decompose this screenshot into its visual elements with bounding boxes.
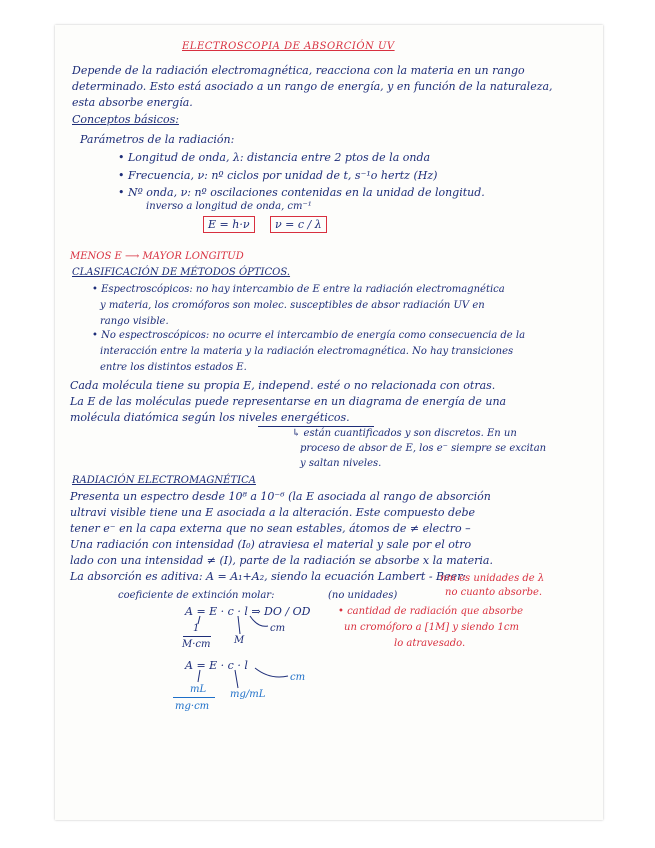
molecula-line-2: La E de las moléculas puede representarse en un diagrama de energía de una <box>70 395 507 408</box>
espectroscopicos-line-1: • Espectroscópicos: no hay intercambio de E entre la radiación electromagnética <box>92 284 505 295</box>
menos-energia-note: MENOS E ⟶ MAYOR LONGITUD <box>70 251 244 262</box>
conceptos-heading: Conceptos básicos: <box>72 113 179 126</box>
espectroscopicos-line-3: rango visible. <box>100 316 169 327</box>
radiacion-line-2: ultravi visible tiene una E asociada a la alteración. Este compuesto debe <box>70 506 476 519</box>
espectroscopicos-line-2: y materia, los cromóforos son molec. susceptibles de absor radiación UV en <box>100 300 485 311</box>
eq1-unit-concentration: M <box>234 635 245 646</box>
coeficiente-label: coeficiente de extinción molar: <box>118 590 275 601</box>
bullet-numero-onda-cont: inverso a longitud de onda, cm⁻¹ <box>146 201 312 212</box>
niveles-note-line-2: proceso de absor de E, los e⁻ siempre se excitan <box>300 443 547 454</box>
eq2-arrow-l <box>255 668 288 677</box>
eq2-unit-numerator: mL <box>190 684 207 695</box>
equation-lambert-beer: A = E · c · l ⇒ DO / OD <box>185 605 311 618</box>
intro-line-1: Depende de la radiación electromagnética, reacciona con la materia en un rango <box>72 64 525 77</box>
eq2-unit-length: cm <box>290 672 306 683</box>
molecula-line-1: Cada molécula tiene su propia E, independ. esté o no relacionada con otras. <box>70 379 496 392</box>
eq2-unit-denominator: mg·cm <box>175 701 210 712</box>
niveles-note-line-1: ↳ están cuantificados y son discretos. En un <box>292 428 517 439</box>
cantidad-note-line-3: lo atravesado. <box>394 638 466 649</box>
molecula-line-3: molécula diatómica según los niveles energéticos. <box>70 411 350 424</box>
nm-note-line-1: nm es unidades de λ <box>440 573 545 584</box>
bullet-longitud: • Longitud de onda, λ: distancia entre 2 ptos de la onda <box>118 151 431 164</box>
radiacion-heading: RADIACIÓN ELECTROMAGNÉTICA <box>72 475 256 486</box>
radiacion-line-3: tener e⁻ en la capa externa que no sean estables, átomos de ≠ electro – <box>70 522 471 535</box>
page-title: ELECTROSCOPIA DE ABSORCIÓN UV <box>182 41 395 52</box>
radiacion-line-1: Presenta un espectro desde 10⁸ a 10⁻⁶ (la E asociada al rango de absorción <box>70 490 491 503</box>
cantidad-note-line-1: • cantidad de radiación que absorbe <box>338 606 524 617</box>
bullet-frecuencia: • Frecuencia, ν: nº ciclos por unidad de t, s⁻¹o hertz (Hz) <box>118 169 438 182</box>
formula-frecuencia: ν = c / λ <box>270 219 327 230</box>
eq1-unit-length: cm <box>270 623 286 634</box>
radiacion-line-5: lado con una intensidad ≠ (I), parte de la radiación se absorbe x la materia. <box>70 554 493 567</box>
eq2-unit-concentration: mg/mL <box>230 689 266 700</box>
eq1-arrow-l <box>250 616 268 626</box>
radiacion-line-4: Una radiación con intensidad (I₀) atraviesa el material y sale por el otro <box>70 538 472 551</box>
eq2-arrow-e <box>198 670 200 682</box>
formula-energia: E = h·ν <box>203 219 255 230</box>
clasificacion-heading: CLASIFICACIÓN DE MÉTODOS ÓPTICOS. <box>72 267 291 278</box>
eq1-arrow-e <box>198 616 200 624</box>
no-espectroscopicos-line-3: entre los distintos estados E. <box>100 362 247 373</box>
bullet-numero-onda: • Nº onda, ν: nº oscilaciones contenidas en la unidad de longitud. <box>118 186 485 199</box>
equation-mass: A = E · c · l <box>185 659 248 672</box>
eq1-arrow-c <box>238 616 240 634</box>
no-espectroscopicos-line-2: interacción entre la materia y la radiación electromagnética. No hay transiciones <box>100 346 514 357</box>
intro-line-2: determinado. Esto está asociado a un rango de energía, y en función de la naturaleza, <box>72 80 553 93</box>
eq1-unit-denominator: M·cm <box>182 639 211 650</box>
parametros-heading: Parámetros de la radiación: <box>80 133 235 146</box>
intro-line-3: esta absorbe energía. <box>72 96 193 109</box>
eq1-unit-numerator: 1 <box>193 623 200 634</box>
niveles-note-line-3: y saltan niveles. <box>300 458 382 469</box>
radiacion-line-6: La absorción es aditiva: A = A₁+A₂, siendo la ecuación Lambert - Beer: <box>70 570 467 583</box>
nm-note-line-2: no cuanto absorbe. <box>445 587 543 598</box>
cantidad-note-line-2: un cromóforo a [1M] y siendo 1cm <box>344 622 519 633</box>
eq2-arrow-c <box>235 670 238 688</box>
no-unidades-label: (no unidades) <box>328 590 398 601</box>
no-espectroscopicos-line-1: • No espectroscópicos: no ocurre el intercambio de energía como consecuencia de la <box>92 330 526 341</box>
